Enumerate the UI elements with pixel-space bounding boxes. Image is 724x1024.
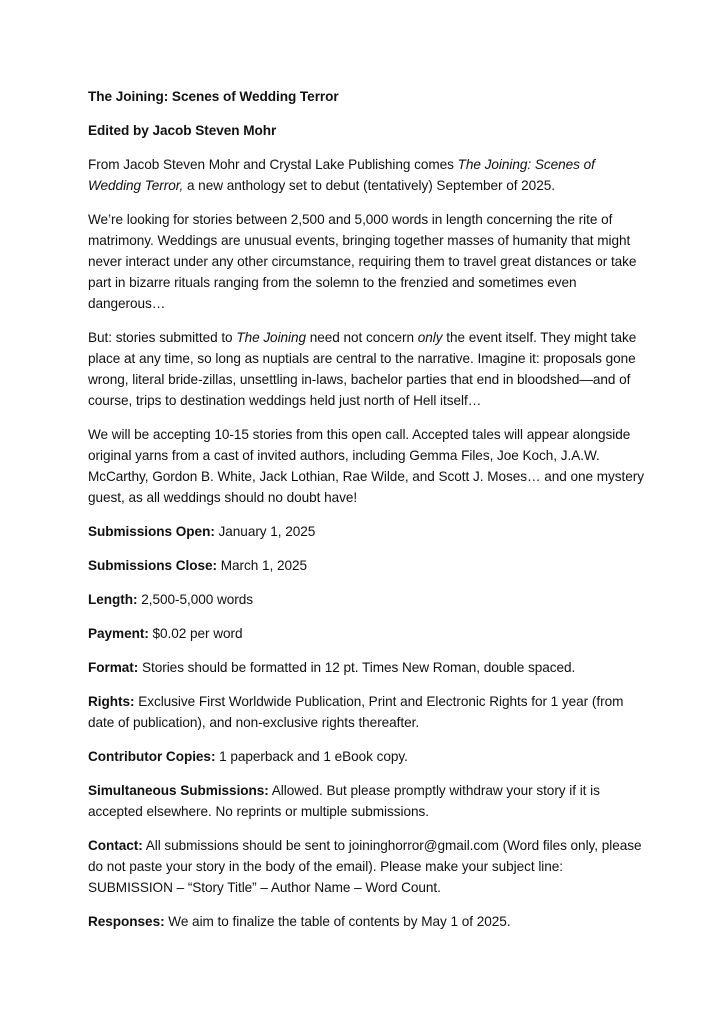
detail-value: Stories should be formatted in 12 pt. Times New Roman, double spaced. (138, 660, 576, 675)
detail-rights (88, 691, 648, 733)
detail-simultaneous-submissions (88, 780, 648, 822)
detail-contributor-copies (88, 746, 648, 767)
detail-label: Length: (88, 592, 138, 607)
intro-text-after: a new anthology set to debut (tentatively) September of 2025. (183, 178, 555, 193)
detail-label: Submissions Close: (88, 558, 218, 573)
detail-label: Format: (88, 660, 139, 675)
detail-contact (88, 835, 648, 898)
detail-label: Responses: (88, 914, 165, 929)
detail-label: Simultaneous Submissions: (88, 783, 269, 798)
looking-paragraph: We’re looking for stories between 2,500 and 5,000 words in length concerning the rite of matrimony. Weddings are unusual events, bringing together masses of humanity that might never interact under any other circumstance, requiring them to travel great distances or take part in bizarre rituals ranging from the solemn to the frenzied and sometimes even dangerous… (88, 212, 637, 311)
but-emphasis-only: only (417, 330, 443, 345)
detail-label: Payment: (88, 626, 149, 641)
detail-value: Allowed. But please promptly withdraw your story if it is accepted elsewhere. No reprints or multiple submissions. (88, 783, 600, 819)
but-paragraph (88, 327, 648, 411)
detail-label: Contact: (88, 838, 143, 853)
detail-length (88, 589, 648, 610)
but-text-c: need not concern (306, 330, 418, 345)
detail-label: Contributor Copies: (88, 749, 216, 764)
detail-value: 2,500-5,000 words (137, 592, 253, 607)
but-text-e: the event itself. They might take place at any time, so long as nuptials are central to the narrative. Imagine it: proposals gone wrong, literal bride-zillas, unsettling in-laws, bachelor parties that end in bloodshed—and of course, trips to destination weddings held just north of Hell itself… (88, 330, 637, 408)
detail-value: Exclusive First Worldwide Publication, Print and Electronic Rights for 1 year (from date of publication), and non-exclusive rights thereafter. (88, 694, 624, 730)
detail-value: March 1, 2025 (217, 558, 308, 573)
detail-value: We aim to finalize the table of contents by May 1 of 2025. (164, 914, 511, 929)
detail-value: 1 paperback and 1 eBook copy. (215, 749, 408, 764)
accepting-paragraph: We will be accepting 10-15 stories from this open call. Accepted tales will appear alongside original yarns from a cast of invited authors, including Gemma Files, Joe Koch, J.A.W. McCarthy, Gordon B. White, Jack Lothian, Rae Wilde, and Scott J. Moses… and one mystery guest, as all weddings should no doubt have! (88, 427, 644, 505)
intro-text-before: From Jacob Steven Mohr and Crystal Lake Publishing comes (88, 157, 458, 172)
detail-submissions-close (88, 555, 648, 576)
detail-responses (88, 911, 648, 932)
but-book-title: The Joining (236, 330, 307, 345)
detail-label: Submissions Open: (88, 524, 215, 539)
detail-payment (88, 623, 648, 644)
but-text-a: But: stories submitted to (88, 330, 237, 345)
detail-value: All submissions should be sent to joininghorror@gmail.com (Word files only, please do not paste your story in the body of the email). Please make your subject line: SUBMISSION – “Story Title” – Author Name – Word Count. (88, 838, 642, 895)
intro-book-title: The Joining: Scenes of Wedding Terror, (88, 157, 595, 193)
detail-value: $0.02 per word (148, 626, 243, 641)
document-title: The Joining: Scenes of Wedding Terror (88, 89, 339, 104)
document-page (88, 86, 648, 945)
detail-label: Rights: (88, 694, 135, 709)
detail-format (88, 657, 648, 678)
detail-submissions-open (88, 521, 648, 542)
editor-line: Edited by Jacob Steven Mohr (88, 123, 277, 138)
detail-value: January 1, 2025 (214, 524, 316, 539)
intro-paragraph (88, 154, 648, 196)
